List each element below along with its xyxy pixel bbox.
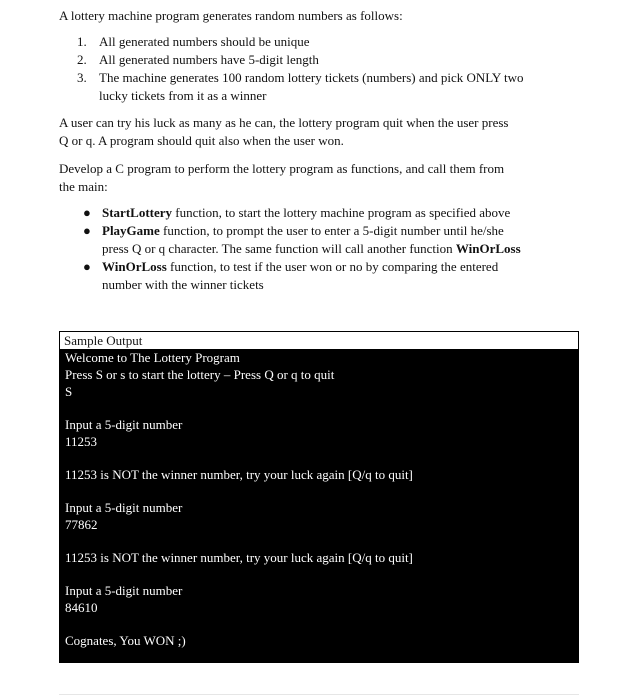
requirement-text: The machine generates 100 random lottery tickets (numbers) and pick ONLY two: [99, 70, 524, 85]
function-description-continued: press Q or q character. The same function will call another function: [102, 241, 456, 256]
sample-output-box: [59, 331, 579, 663]
console-line: 11253 is NOT the winner number, try your luck again [Q/q to quit]: [65, 467, 413, 482]
console-line: Cognates, You WON ;): [65, 633, 186, 648]
console-blank-line: [65, 450, 575, 466]
paragraph-line: A user can try his luck as many as he can, the lottery program quit when the user press: [59, 115, 509, 130]
console-line: Welcome to The Lottery Program: [65, 350, 240, 365]
console-output: [65, 349, 575, 649]
function-item-playgame: [83, 222, 622, 258]
function-description: function, to prompt the user to enter a 5-digit number until he/she: [159, 223, 504, 238]
console-blank-line: [65, 616, 575, 632]
bullet-icon: ●: [83, 205, 91, 220]
function-item-winorloss: [83, 258, 622, 294]
function-name: WinOrLoss: [102, 259, 167, 274]
function-description-continued: number with the winner tickets: [102, 277, 264, 292]
functions-list: [59, 204, 622, 294]
console-blank-line: [65, 566, 575, 582]
requirement-number: 3.: [77, 70, 87, 85]
bullet-icon: ●: [83, 223, 91, 238]
requirement-item: [77, 69, 628, 105]
function-description: function, to test if the user won or no by comparing the entered: [166, 259, 499, 274]
sample-output-header: Sample Output: [60, 332, 578, 349]
console-blank-line: [65, 400, 575, 416]
function-name: StartLottery: [102, 205, 173, 220]
console-blank-line: [65, 533, 575, 549]
console-blank-line: [65, 483, 575, 499]
console-line: 84610: [65, 600, 98, 615]
console-line: 11253: [65, 434, 98, 449]
bullet-icon: ●: [83, 259, 91, 274]
console-line: 77862: [65, 517, 98, 532]
page-bottom-divider: [59, 694, 579, 695]
paragraph-line: Develop a C program to perform the lottery program as functions, and call them from: [59, 161, 505, 176]
requirement-text: All generated numbers have 5-digit length: [99, 52, 319, 67]
console-line: Input a 5-digit number: [65, 583, 183, 598]
develop-paragraph: [59, 160, 589, 196]
requirement-text: All generated numbers should be unique: [99, 34, 310, 49]
function-item-startlottery: [83, 204, 622, 222]
function-name-reference: WinOrLoss: [455, 241, 521, 256]
requirement-item: [77, 33, 628, 51]
paragraph-line: Q or q. A program should quit also when the user won.: [59, 133, 344, 148]
console-line: 11253 is NOT the winner number, try your luck again [Q/q to quit]: [65, 550, 413, 565]
requirement-text-continued: lucky tickets from it as a winner: [99, 88, 267, 103]
requirement-item: [77, 51, 628, 69]
intro-text: A lottery machine program generates random numbers as follows:: [59, 8, 403, 23]
console-line: Press S or s to start the lottery – Press Q or q to quit: [65, 367, 335, 382]
console-line: Input a 5-digit number: [65, 417, 183, 432]
requirement-number: 1.: [77, 34, 87, 49]
user-luck-paragraph: [59, 114, 589, 150]
console-line: Input a 5-digit number: [65, 500, 183, 515]
requirements-list: [59, 33, 628, 105]
function-name: PlayGame: [102, 223, 160, 238]
console-line: S: [65, 384, 73, 399]
function-description: function, to start the lottery machine program as specified above: [172, 205, 511, 220]
paragraph-line: the main:: [59, 179, 108, 194]
requirement-number: 2.: [77, 52, 87, 67]
